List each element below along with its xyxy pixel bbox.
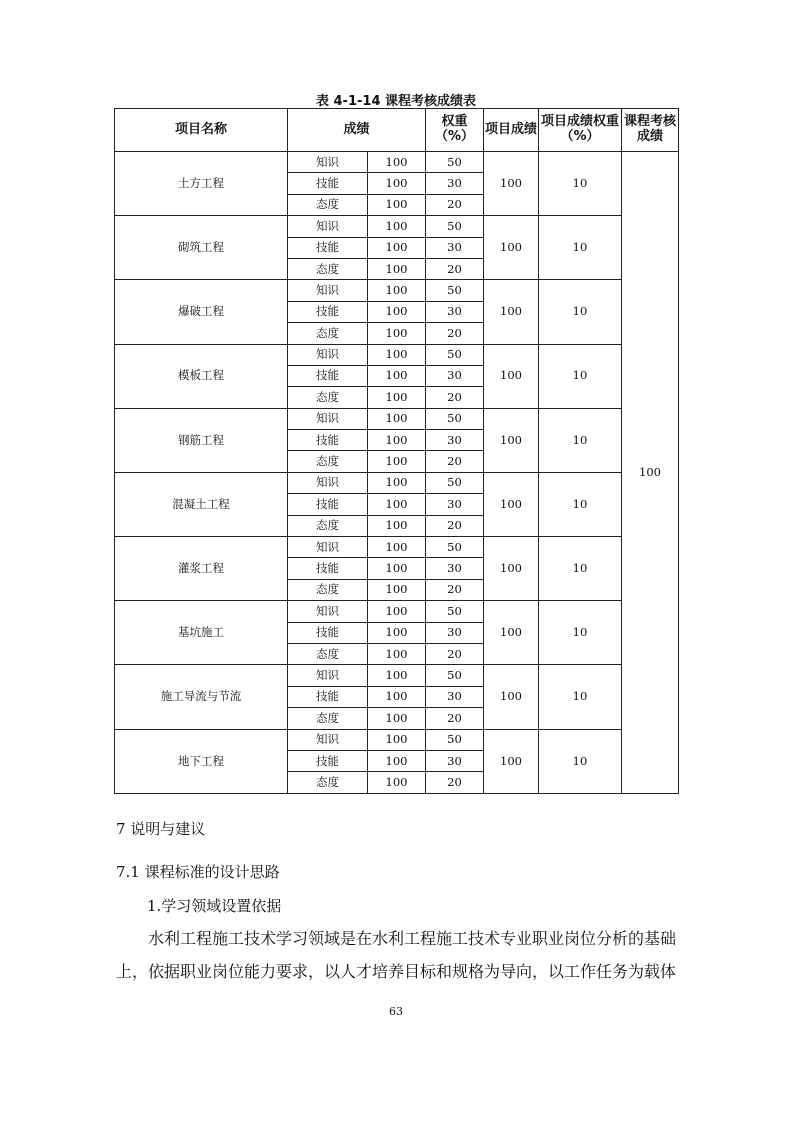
project-score-cell: 100	[484, 216, 539, 280]
score-item-cell: 技能	[288, 237, 368, 258]
weight-cell: 30	[426, 750, 484, 771]
weight-cell: 20	[426, 387, 484, 408]
score-item-cell: 态度	[288, 708, 368, 729]
score-value-cell: 100	[368, 579, 426, 600]
weight-cell: 50	[426, 665, 484, 686]
table-row	[115, 537, 679, 558]
project-weight-cell: 10	[539, 280, 622, 344]
header-weight: 权重（%）	[426, 109, 484, 152]
section-7-heading: 7 说明与建议	[116, 820, 206, 838]
score-item-cell: 态度	[288, 579, 368, 600]
project-score-cell: 100	[484, 472, 539, 536]
project-name-cell: 基坑施工	[115, 601, 288, 665]
weight-cell: 20	[426, 515, 484, 536]
project-name-cell: 施工导流与节流	[115, 665, 288, 729]
weight-cell: 20	[426, 323, 484, 344]
score-value-cell: 100	[368, 152, 426, 173]
weight-cell: 30	[426, 622, 484, 643]
paragraph-line-2: 上，依据职业岗位能力要求，以人才培养目标和规格为导向，以工作任务为载体	[116, 962, 677, 981]
score-value-cell: 100	[368, 237, 426, 258]
project-weight-cell: 10	[539, 601, 622, 665]
project-name-cell: 钢筋工程	[115, 408, 288, 472]
project-weight-cell: 10	[539, 729, 622, 793]
score-item-cell: 知识	[288, 729, 368, 750]
project-weight-cell: 10	[539, 344, 622, 408]
score-value-cell: 100	[368, 344, 426, 365]
grades-table-body	[115, 152, 679, 794]
score-item-cell: 态度	[288, 451, 368, 472]
score-value-cell: 100	[368, 258, 426, 279]
score-item-cell: 技能	[288, 365, 368, 386]
score-value-cell: 100	[368, 387, 426, 408]
score-value-cell: 100	[368, 280, 426, 301]
weight-cell: 20	[426, 258, 484, 279]
score-value-cell: 100	[368, 408, 426, 429]
score-value-cell: 100	[368, 301, 426, 322]
table-row	[115, 408, 679, 429]
weight-cell: 30	[426, 301, 484, 322]
header-project-name: 项目名称	[115, 109, 288, 152]
weight-cell: 50	[426, 601, 484, 622]
score-item-cell: 知识	[288, 408, 368, 429]
score-value-cell: 100	[368, 708, 426, 729]
score-value-cell: 100	[368, 750, 426, 771]
score-value-cell: 100	[368, 365, 426, 386]
project-name-cell: 模板工程	[115, 344, 288, 408]
score-item-cell: 态度	[288, 515, 368, 536]
weight-cell: 50	[426, 280, 484, 301]
score-value-cell: 100	[368, 537, 426, 558]
project-score-cell: 100	[484, 408, 539, 472]
project-score-cell: 100	[484, 601, 539, 665]
subsection-heading: 1.学习领域设置依据	[147, 897, 282, 915]
project-score-cell: 100	[484, 729, 539, 793]
score-item-cell: 态度	[288, 643, 368, 664]
project-name-cell: 地下工程	[115, 729, 288, 793]
score-item-cell: 知识	[288, 665, 368, 686]
score-value-cell: 100	[368, 430, 426, 451]
score-item-cell: 态度	[288, 772, 368, 793]
weight-cell: 30	[426, 686, 484, 707]
table-row	[115, 729, 679, 750]
project-score-cell: 100	[484, 665, 539, 729]
table-row	[115, 601, 679, 622]
weight-cell: 30	[426, 173, 484, 194]
score-item-cell: 知识	[288, 344, 368, 365]
paragraph-line-1: 水利工程施工技术学习领域是在水利工程施工技术专业职业岗位分析的基础	[148, 929, 677, 948]
section-7-1-heading: 7.1 课程标准的设计思路	[116, 863, 280, 881]
grades-table	[114, 108, 679, 794]
project-name-cell: 混凝土工程	[115, 472, 288, 536]
score-item-cell: 技能	[288, 173, 368, 194]
table-row	[115, 665, 679, 686]
weight-cell: 50	[426, 408, 484, 429]
score-value-cell: 100	[368, 622, 426, 643]
project-weight-cell: 10	[539, 537, 622, 601]
score-item-cell: 技能	[288, 622, 368, 643]
weight-cell: 20	[426, 194, 484, 215]
weight-cell: 50	[426, 152, 484, 173]
project-weight-cell: 10	[539, 216, 622, 280]
score-value-cell: 100	[368, 686, 426, 707]
header-project-score: 项目成绩	[484, 109, 539, 152]
score-item-cell: 技能	[288, 494, 368, 515]
score-value-cell: 100	[368, 323, 426, 344]
header-score: 成绩	[288, 109, 426, 152]
weight-cell: 50	[426, 537, 484, 558]
project-score-cell: 100	[484, 152, 539, 216]
project-name-cell: 灌浆工程	[115, 537, 288, 601]
score-item-cell: 态度	[288, 387, 368, 408]
weight-cell: 30	[426, 365, 484, 386]
score-item-cell: 技能	[288, 686, 368, 707]
project-name-cell: 爆破工程	[115, 280, 288, 344]
project-weight-cell: 10	[539, 665, 622, 729]
score-value-cell: 100	[368, 494, 426, 515]
score-value-cell: 100	[368, 665, 426, 686]
weight-cell: 30	[426, 558, 484, 579]
table-row	[115, 280, 679, 301]
weight-cell: 50	[426, 216, 484, 237]
score-item-cell: 技能	[288, 430, 368, 451]
weight-cell: 50	[426, 729, 484, 750]
weight-cell: 50	[426, 472, 484, 493]
weight-cell: 20	[426, 643, 484, 664]
table-row	[115, 344, 679, 365]
project-score-cell: 100	[484, 537, 539, 601]
table-row	[115, 152, 679, 173]
score-item-cell: 知识	[288, 472, 368, 493]
weight-cell: 20	[426, 772, 484, 793]
header-project-weight: 项目成绩权重（%）	[539, 109, 622, 152]
score-value-cell: 100	[368, 194, 426, 215]
score-value-cell: 100	[368, 643, 426, 664]
score-value-cell: 100	[368, 729, 426, 750]
score-item-cell: 知识	[288, 216, 368, 237]
score-item-cell: 态度	[288, 194, 368, 215]
score-item-cell: 知识	[288, 280, 368, 301]
weight-cell: 20	[426, 451, 484, 472]
score-value-cell: 100	[368, 515, 426, 536]
weight-cell: 30	[426, 494, 484, 515]
course-score-cell: 100	[622, 152, 679, 794]
page-number: 63	[389, 1005, 403, 1018]
score-item-cell: 态度	[288, 258, 368, 279]
project-name-cell: 砌筑工程	[115, 216, 288, 280]
table-caption: 表 4-1-14 课程考核成绩表	[315, 94, 477, 109]
table-row	[115, 216, 679, 237]
weight-cell: 50	[426, 344, 484, 365]
weight-cell: 30	[426, 430, 484, 451]
weight-cell: 30	[426, 237, 484, 258]
score-value-cell: 100	[368, 173, 426, 194]
score-item-cell: 知识	[288, 537, 368, 558]
score-item-cell: 技能	[288, 301, 368, 322]
project-score-cell: 100	[484, 280, 539, 344]
project-weight-cell: 10	[539, 472, 622, 536]
score-item-cell: 技能	[288, 558, 368, 579]
weight-cell: 20	[426, 579, 484, 600]
score-value-cell: 100	[368, 558, 426, 579]
score-value-cell: 100	[368, 772, 426, 793]
project-score-cell: 100	[484, 344, 539, 408]
score-value-cell: 100	[368, 601, 426, 622]
score-item-cell: 知识	[288, 601, 368, 622]
score-item-cell: 技能	[288, 750, 368, 771]
weight-cell: 20	[426, 708, 484, 729]
score-item-cell: 态度	[288, 323, 368, 344]
score-value-cell: 100	[368, 451, 426, 472]
score-item-cell: 知识	[288, 152, 368, 173]
score-value-cell: 100	[368, 472, 426, 493]
project-name-cell: 土方工程	[115, 152, 288, 216]
project-weight-cell: 10	[539, 408, 622, 472]
project-weight-cell: 10	[539, 152, 622, 216]
header-course-score: 课程考核成绩	[622, 109, 679, 152]
table-row	[115, 472, 679, 493]
score-value-cell: 100	[368, 216, 426, 237]
